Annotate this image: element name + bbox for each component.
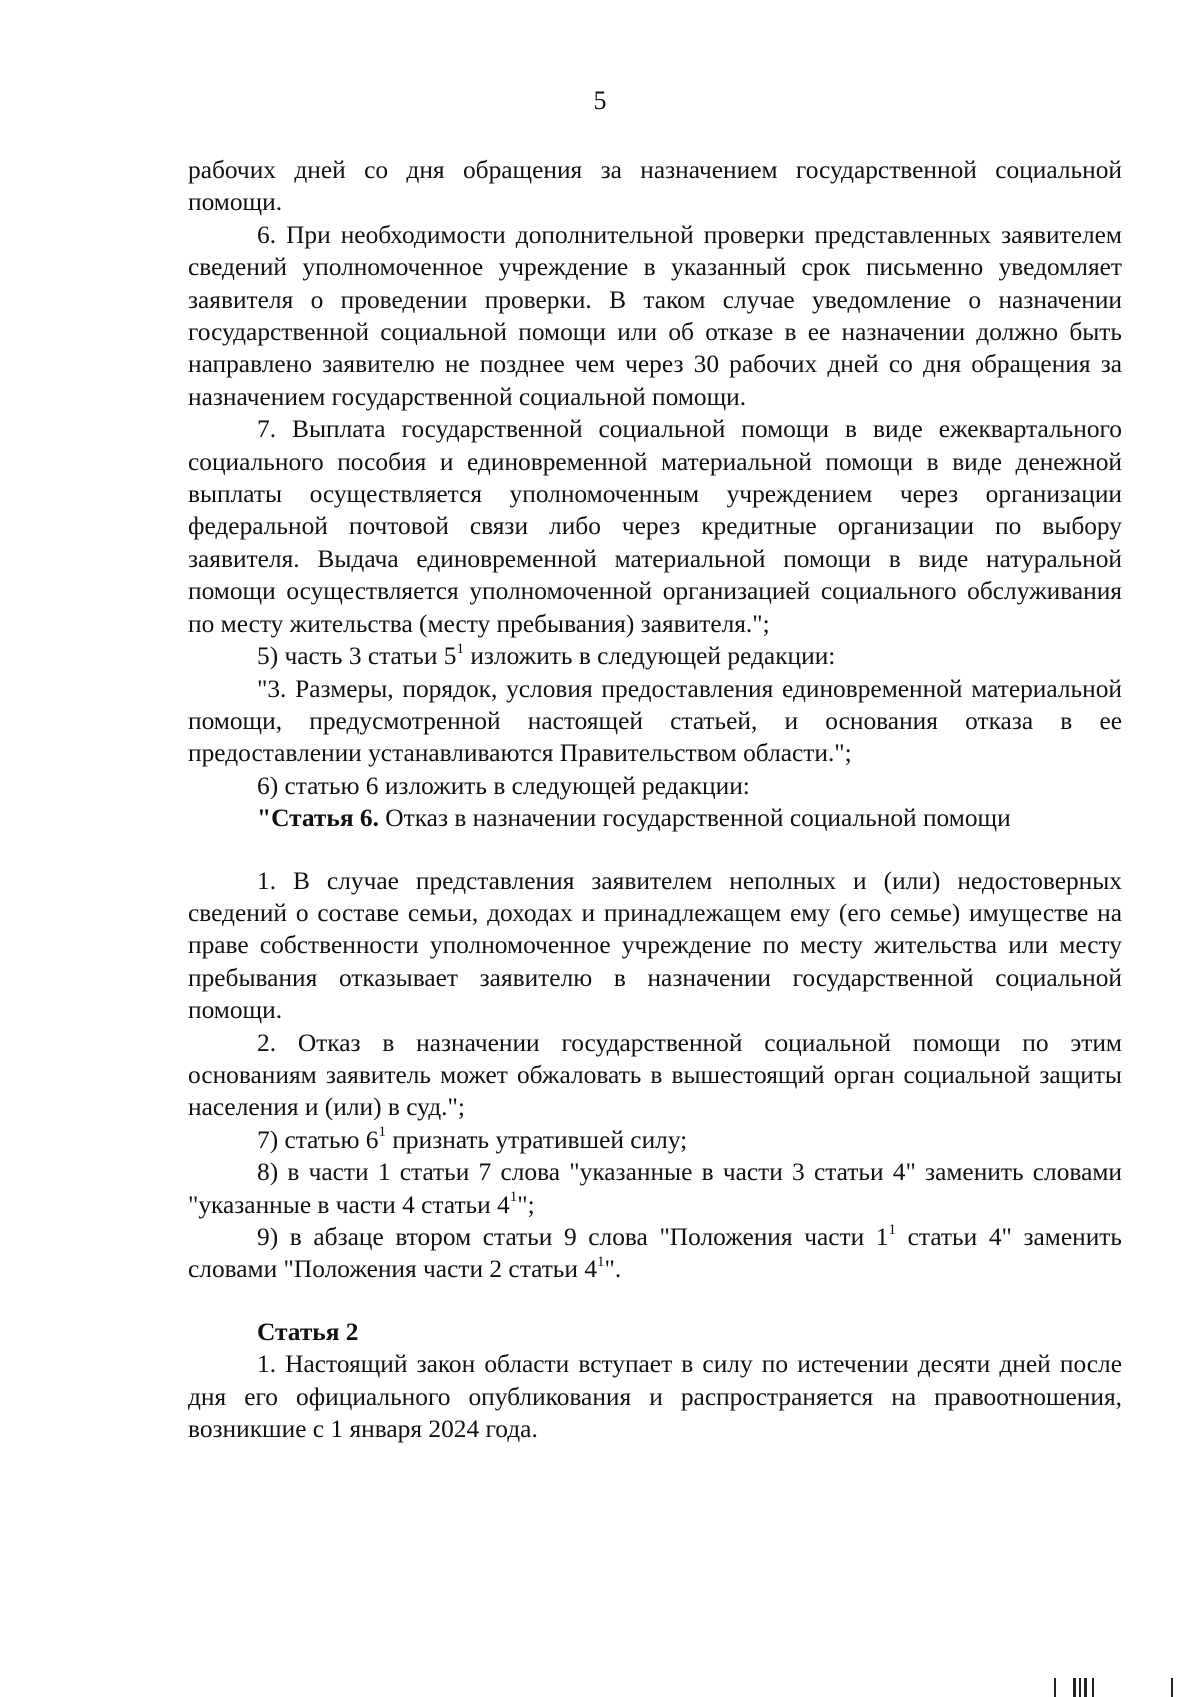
superscript: 1 <box>597 1253 605 1270</box>
paragraph-item-7: 7. Выплата государственной социальной помощи в виде ежеквартального социального пособия и единовременной материальной помощи в виде денежной выплаты осуществляется уполномоченным учреждением через организации федеральной почтовой связи либо через кредитные организации по выбору заявителя. Выдача единовременной материальной помощи в виде натуральной помощи осуществляется уполномоченной организацией социального обслуживания по месту жительства (месту пребывания) заявителя."; <box>188 415 1122 638</box>
paragraph-amendment-8 <box>188 1156 1122 1221</box>
scan-mark <box>1073 1678 1076 1697</box>
scan-mark <box>1079 1678 1081 1697</box>
amendment-9-text-end: ". <box>604 1255 622 1284</box>
paragraph-amendment-7 <box>188 1124 1122 1156</box>
amendment-8-text-end: "; <box>517 1190 535 1219</box>
scan-mark <box>1084 1678 1087 1697</box>
paragraph-continuation: рабочих дней со дня обращения за назначением государственной социальной помощи. <box>188 156 1122 217</box>
scan-mark <box>1171 1678 1173 1697</box>
scan-mark <box>1054 1678 1056 1697</box>
amendment-7-text: 7) статью 6 <box>257 1125 379 1154</box>
article-6-label: "Статья 6. <box>257 804 379 833</box>
page-number: 5 <box>593 86 607 115</box>
paragraph-article-6-part-2: 2. Отказ в назначении государственной социальной помощи по этим основаниям заявитель может обжаловать в вышестоящий орган социальной защиты населения и (или) в суд."; <box>188 1028 1122 1122</box>
amendment-5-text-end: изложить в следующей редакции: <box>463 642 836 671</box>
paragraph-item-6: 6. При необходимости дополнительной проверки представленных заявителем сведений уполномоченное учреждение в указанный срок письменно уведомляет заявителя о проведении проверки. В таком случае уведомление о назначении государственной социальной помощи или об отказе в ее назначении должно быть направлено заявителю не позднее чем через 30 рабочих дней со дня обращения за назначением государственной социальной помощи. <box>188 220 1122 411</box>
amendment-8-text: 8) в части 1 статьи 7 слова "указанные в части 3 статьи 4" заменить словами "указанные в части 4 статьи 4 <box>188 1158 1122 1219</box>
amendment-5-text: 5) часть 3 статьи 5 <box>257 642 457 671</box>
scan-mark <box>1092 1678 1094 1697</box>
superscript: 1 <box>378 1124 386 1141</box>
amendment-7-text-end: признать утратившей силу; <box>385 1125 688 1154</box>
amendment-9-text: 9) в абзаце втором статьи 9 слова "Положения части 1 <box>257 1223 889 1251</box>
amendment-9-text-mid: статьи 4" заменить словами "Положения части 2 статьи 4 <box>188 1223 1122 1284</box>
document-body <box>188 154 1122 1445</box>
superscript: 1 <box>456 640 464 657</box>
superscript: 1 <box>888 1221 897 1238</box>
paragraph-article-6-part-1: 1. В случае представления заявителем неполных и (или) недостоверных сведений о составе семьи, доходах и принадлежащем ему (его семье) имуществе на праве собственности уполномоченное учреждение по месту жительства или месту пребывания отказывает заявителю в назначении государственной социальной помощи. <box>188 866 1122 1025</box>
article-6-title-text: Отказ в назначении государственной социальной помощи <box>378 804 1011 833</box>
paragraph-amendment-6: 6) статью 6 изложить в следующей редакции: <box>257 771 750 800</box>
superscript: 1 <box>509 1189 518 1206</box>
paragraph-amendment-9 <box>188 1221 1122 1286</box>
article-2-heading: Статья 2 <box>257 1317 359 1346</box>
paragraph-amendment-5 <box>188 640 1122 672</box>
spacer <box>188 1286 1122 1316</box>
paragraph-article-2-part-1: 1. Настоящий закон области вступает в силу по истечении десяти дней после дня его официального опубликования и распространяется на правоотношения, возникшие с 1 января 2024 года. <box>188 1350 1122 1444</box>
paragraph-part-3: "3. Размеры, порядок, условия предоставления единовременной материальной помощи, предусмотренной настоящей статьей, и основания отказа в ее предоставлении устанавливаются Правительством области."; <box>188 674 1122 768</box>
article-6-title <box>188 802 1122 834</box>
spacer <box>188 835 1122 865</box>
